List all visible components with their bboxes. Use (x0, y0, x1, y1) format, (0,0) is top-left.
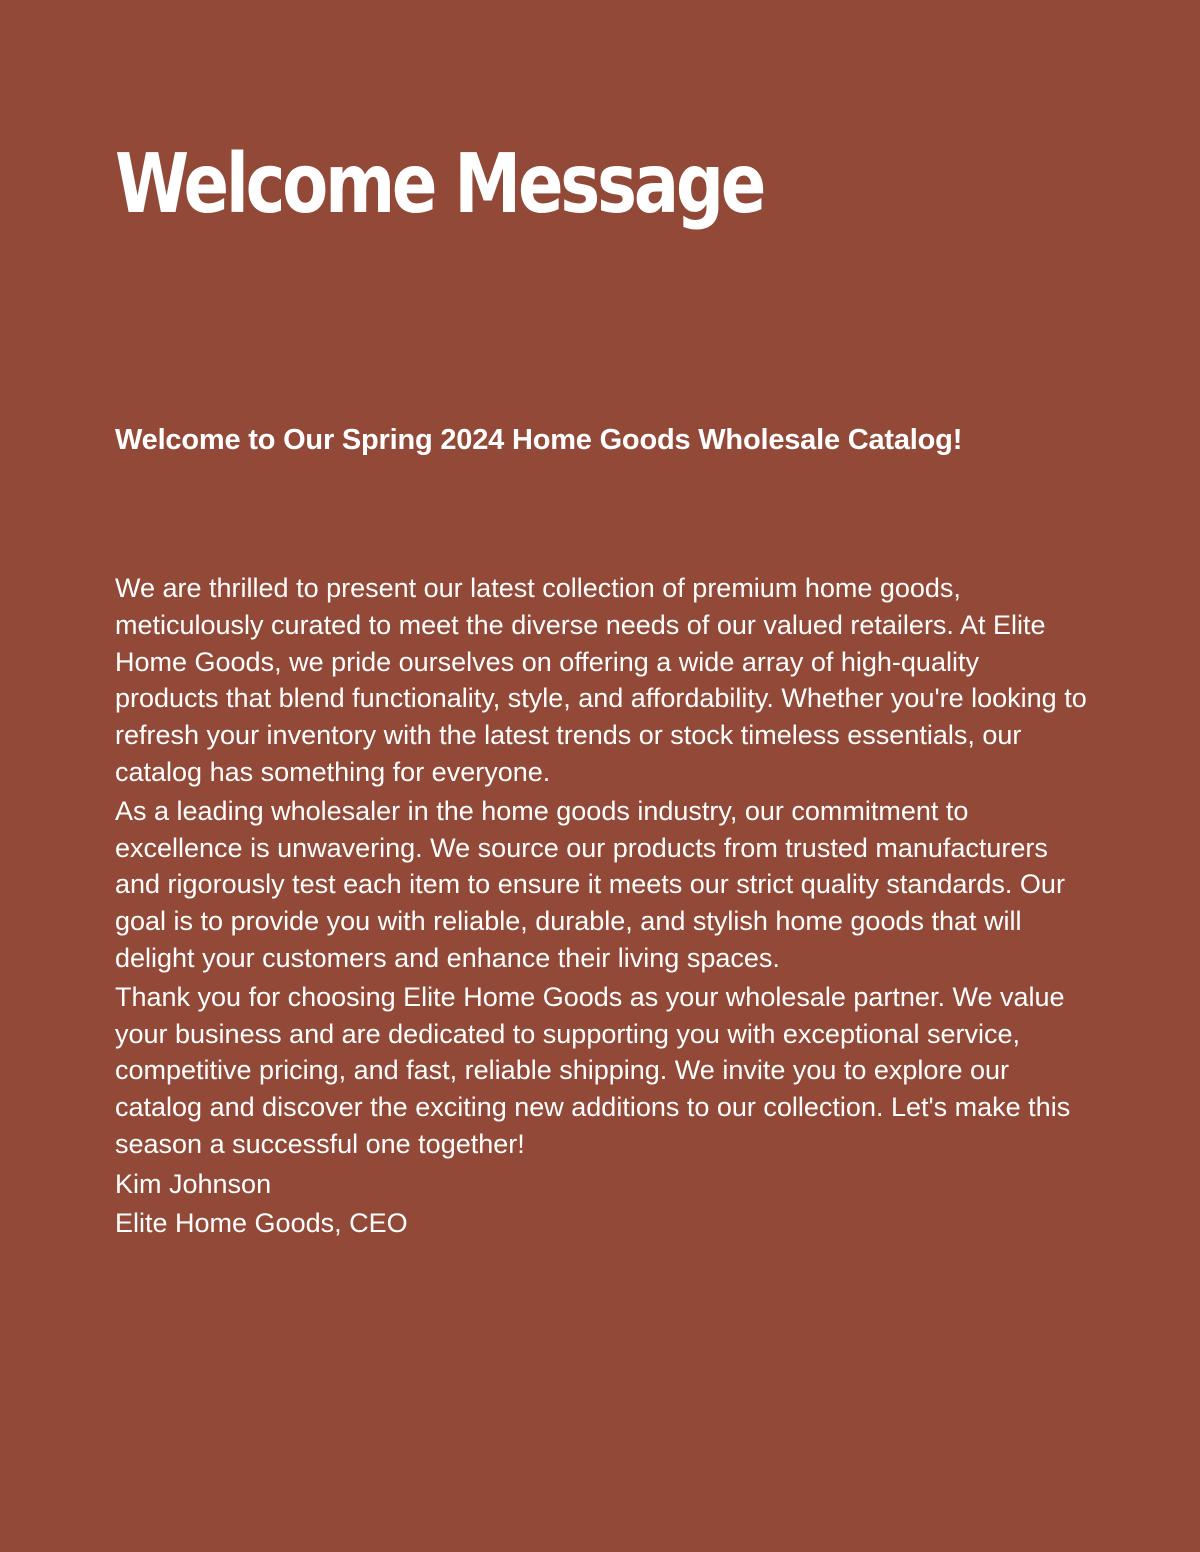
message-body (115, 570, 1090, 1243)
paragraph-intro: We are thrilled to present our latest collection of premium home goods, meticulously curated to meet the diverse needs of our valued retailers. At Elite Home Goods, we pride ourselves on offering a wide array of high-quality products that blend functionality, style, and affordability. Whether you're looking to refresh your inventory with the latest trends or stock timeless essentials, our catalog has something for everyone. (115, 573, 1087, 787)
page-title: Welcome Message (115, 137, 764, 232)
catalog-subtitle: Welcome to Our Spring 2024 Home Goods Wholesale Catalog! (115, 424, 963, 456)
signature-name: Kim Johnson (115, 1168, 272, 1199)
signature-role: Elite Home Goods, CEO (115, 1207, 408, 1238)
paragraph-commitment: As a leading wholesaler in the home goods industry, our commitment to excellence is unwavering. We source our products from trusted manufacturers and rigorously test each item to ensure it meets our strict quality standards. Our goal is to provide you with reliable, durable, and stylish home goods that will delight your customers and enhance their living spaces. (115, 795, 1065, 973)
paragraph-thanks: Thank you for choosing Elite Home Goods as your wholesale partner. We value your business and are dedicated to supporting you with exceptional service, competitive pricing, and fast, reliable shipping. We invite you to explore our catalog and discover the exciting new additions to our collection. Let's make this season a successful one together! (115, 981, 1071, 1159)
signature-block (115, 1165, 1090, 1243)
document-page (115, 0, 1105, 1552)
